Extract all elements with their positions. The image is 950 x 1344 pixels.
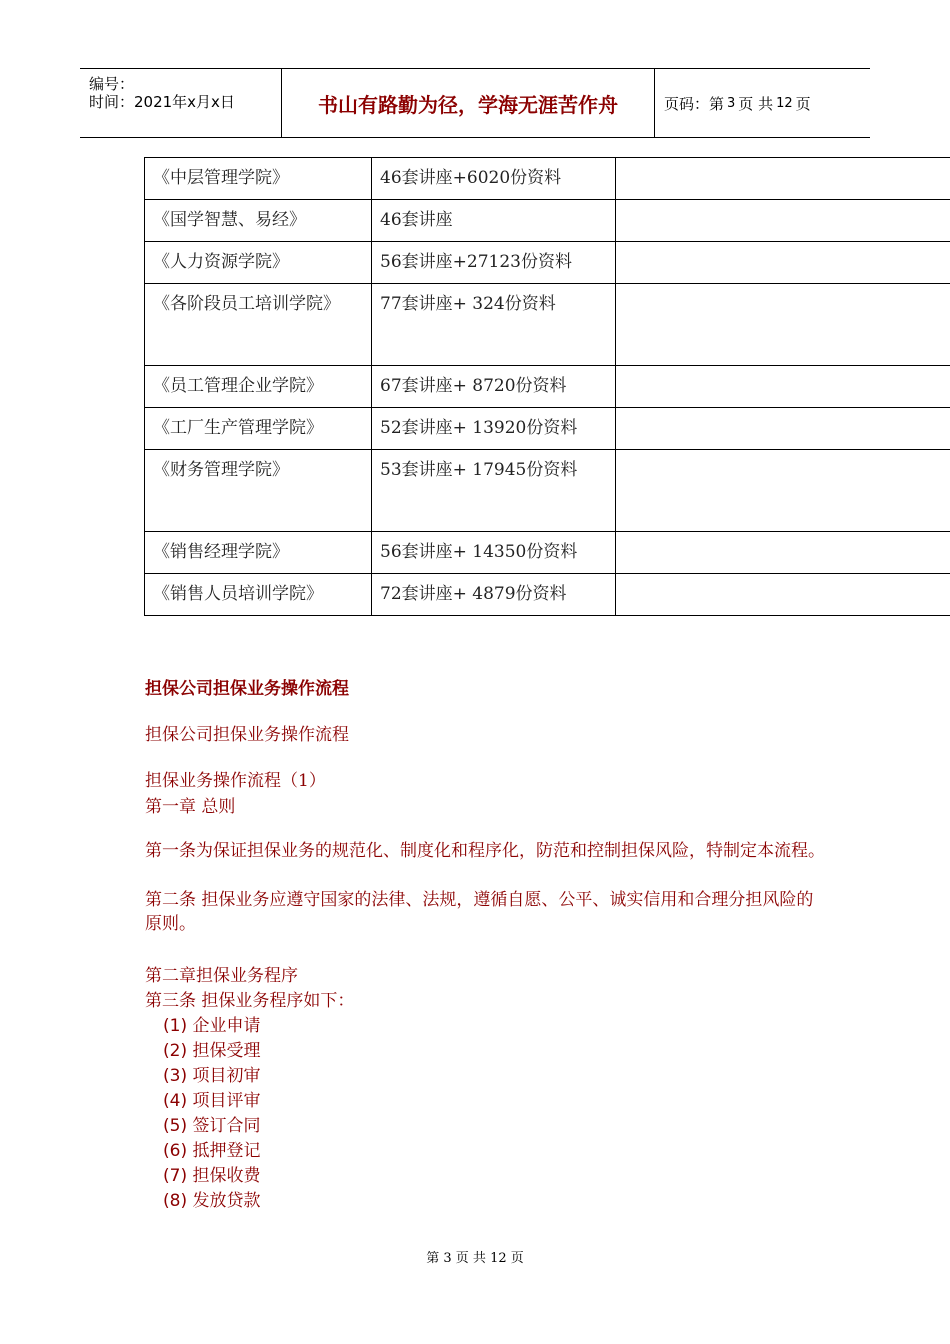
- table-row: [145, 284, 950, 366]
- course-note: [616, 242, 950, 284]
- chapter-one: 第一章 总则: [145, 797, 236, 817]
- course-name: 《销售经理学院》: [145, 532, 372, 574]
- step-number: (8): [163, 1191, 188, 1211]
- course-name: 《财务管理学院》: [145, 450, 372, 532]
- article-heading: 担保公司担保业务操作流程: [145, 679, 349, 699]
- course-note: [616, 408, 950, 450]
- step-text: 担保受理: [192, 1041, 261, 1061]
- header-page-info: [664, 69, 811, 137]
- course-note: [616, 574, 950, 616]
- step-number: (5): [163, 1116, 188, 1136]
- table-row: [145, 408, 950, 450]
- step-text: 项目初审: [192, 1066, 261, 1086]
- course-note: [616, 284, 950, 366]
- step-number: (4): [163, 1091, 188, 1111]
- course-name: 《中层管理学院》: [145, 158, 372, 200]
- step-text: 抵押登记: [192, 1141, 261, 1161]
- course-content: 53套讲座+ 17945份资料: [372, 450, 616, 532]
- footer-current: 3: [443, 1251, 452, 1266]
- footer-prefix: 第: [426, 1251, 440, 1266]
- table-row: [145, 158, 950, 200]
- course-table: [144, 157, 950, 616]
- course-content: 52套讲座+ 13920份资料: [372, 408, 616, 450]
- course-name: 《销售人员培训学院》: [145, 574, 372, 616]
- step-text: 担保收费: [192, 1166, 261, 1186]
- course-note: [616, 450, 950, 532]
- list-item: [163, 1061, 261, 1086]
- page-prefix: 页码：第: [664, 94, 725, 113]
- course-name: 《员工管理企业学院》: [145, 366, 372, 408]
- course-content: 77套讲座+ 324份资料: [372, 284, 616, 366]
- step-text: 签订合同: [192, 1116, 261, 1136]
- list-item: [163, 1036, 261, 1061]
- table-row: [145, 366, 950, 408]
- step-text: 企业申请: [192, 1016, 261, 1036]
- step-text: 项目评审: [192, 1091, 261, 1111]
- table-row: [145, 574, 950, 616]
- course-note: [616, 532, 950, 574]
- list-item: [163, 1186, 261, 1211]
- page-mid: 页 共: [738, 94, 774, 113]
- chapter-two: 第二章担保业务程序: [145, 966, 298, 986]
- page-header: [80, 68, 870, 138]
- footer-mid: 页 共: [455, 1251, 486, 1266]
- header-motto: 书山有路勤为径，学海无涯苦作舟: [282, 69, 655, 137]
- table-row: [145, 242, 950, 284]
- page-footer: [0, 1247, 950, 1266]
- course-name: 《工厂生产管理学院》: [145, 408, 372, 450]
- course-name: 《人力资源学院》: [145, 242, 372, 284]
- article-three: 第三条 担保业务程序如下：: [145, 991, 355, 1011]
- list-item: [163, 1136, 261, 1161]
- list-item: [163, 1161, 261, 1186]
- page-current: 3: [727, 95, 736, 111]
- step-number: (1): [163, 1016, 188, 1036]
- course-content: 67套讲座+ 8720份资料: [372, 366, 616, 408]
- step-text: 发放贷款: [192, 1191, 261, 1211]
- table-row: [145, 450, 950, 532]
- header-meta: [80, 69, 282, 137]
- list-item: [163, 1111, 261, 1136]
- list-item: [163, 1086, 261, 1111]
- step-number: (6): [163, 1141, 188, 1161]
- course-note: [616, 200, 950, 242]
- table-row: [145, 532, 950, 574]
- page-suffix: 页: [795, 94, 811, 113]
- course-name: 《国学智慧、易经》: [145, 200, 372, 242]
- step-number: (2): [163, 1041, 188, 1061]
- footer-suffix: 页: [510, 1251, 524, 1266]
- page-total: 12: [776, 95, 793, 111]
- code-label: 编号：: [89, 75, 135, 93]
- flow-title: 担保业务操作流程（1）: [145, 771, 326, 791]
- course-note: [616, 158, 950, 200]
- course-content: 46套讲座: [372, 200, 616, 242]
- course-content: 46套讲座+6020份资料: [372, 158, 616, 200]
- course-note: [616, 366, 950, 408]
- list-item: [163, 1011, 261, 1036]
- footer-total: 12: [490, 1251, 507, 1266]
- course-name: 《各阶段员工培训学院》: [145, 284, 372, 366]
- article-two: 第二条 担保业务应遵守国家的法律、法规，遵循自愿、公平、诚实信用和合理分担风险的原则。: [145, 890, 814, 934]
- course-content: 72套讲座+ 4879份资料: [372, 574, 616, 616]
- course-content: 56套讲座+27123份资料: [372, 242, 616, 284]
- article-one: 第一条为保证担保业务的规范化、制度化和程序化，防范和控制担保风险，特制定本流程。: [145, 841, 825, 861]
- course-content: 56套讲座+ 14350份资料: [372, 532, 616, 574]
- step-number: (3): [163, 1066, 188, 1086]
- article-subtitle: 担保公司担保业务操作流程: [145, 725, 349, 745]
- time-label: 时间：2021年x月x日: [89, 93, 235, 111]
- step-number: (7): [163, 1166, 188, 1186]
- table-row: [145, 200, 950, 242]
